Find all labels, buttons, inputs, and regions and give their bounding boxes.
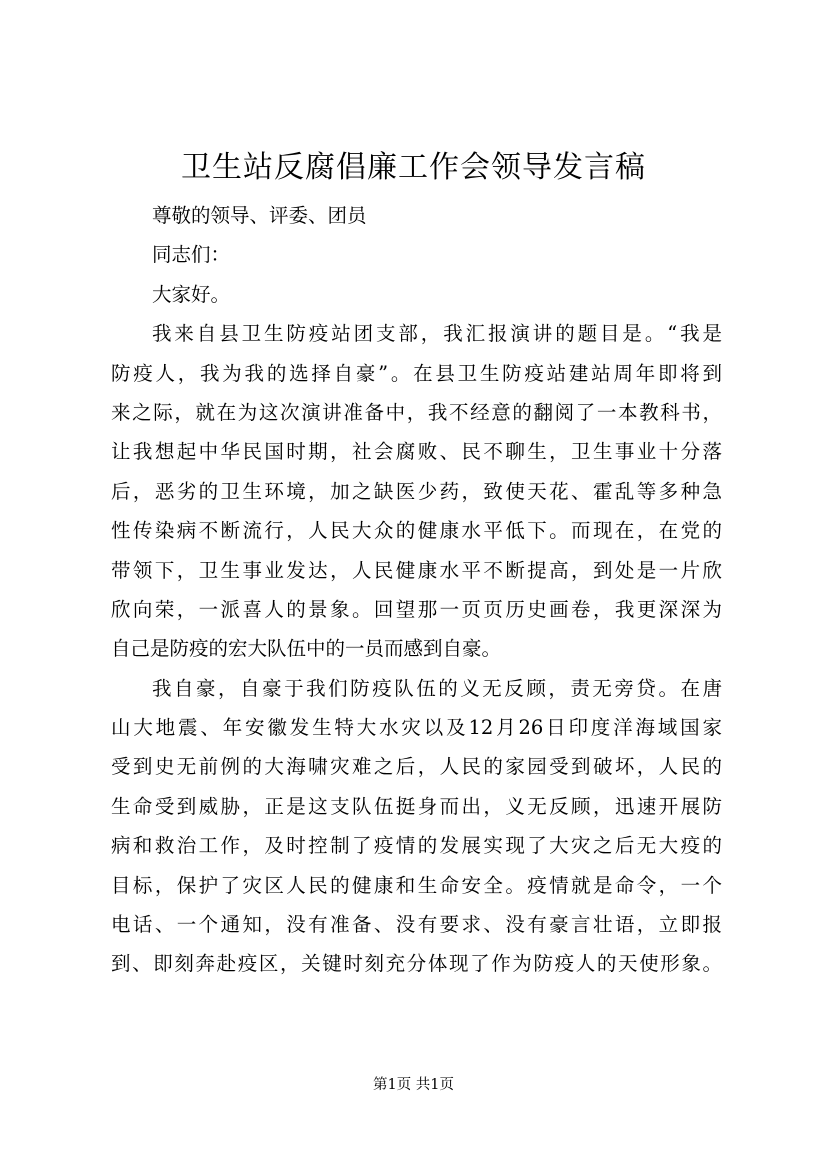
paragraph-line: 让我想起中华民国时期，社会腐败、民不聊生，卫生事业十分落 xyxy=(111,440,722,464)
paragraph-line: 带领下，卫生事业发达，人民健康水平不断提高，到处是一片欣 xyxy=(111,558,722,582)
paragraph-line: 欣向荣，一派喜人的景象。回望那一页页历史画卷，我更深深为 xyxy=(111,597,722,621)
document-title: 卫生站反腐倡廉工作会领导发言稿 xyxy=(181,150,646,185)
document-body xyxy=(111,196,722,984)
paragraph-line: 来之际，就在为这次演讲准备中，我不经意的翻阅了一本教科书， xyxy=(111,400,722,424)
paragraph-line: 生命受到威胁，正是这支队伍挺身而出，义无反顾，迅速开展防 xyxy=(111,794,722,818)
paragraph-line: 病和救治工作，及时控制了疫情的发展实现了大灾之后无大疫的 xyxy=(111,834,722,858)
salutation-line: 同志们： xyxy=(152,243,231,267)
paragraph-line: 后，恶劣的卫生环境，加之缺医少药，致使天花、霍乱等多种急 xyxy=(111,479,722,503)
salutation-line: 尊敬的领导、评委、团员 xyxy=(152,204,367,227)
paragraph-line: 防疫人，我为我的选择自豪”。在县卫生防疫站建站周年即将到 xyxy=(111,361,722,385)
page-footer: 第1页 共1页 xyxy=(372,1077,455,1093)
paragraph-line: 目标，保护了灾区人民的健康和生命安全。疫情就是命令，一个 xyxy=(111,873,722,897)
paragraph-line: 到、即刻奔赴疫区，关键时刻充分体现了作为防疫人的天使形象。 xyxy=(111,952,722,976)
paragraph-line: 自己是防疫的宏大队伍中的一员而感到自豪。 xyxy=(111,637,502,661)
paragraph-line: 我自豪，自豪于我们防疫队伍的义无反顾，责无旁贷。在唐 xyxy=(152,676,722,700)
paragraph-line: 我来自县卫生防疫站团支部，我汇报演讲的题目是。“我是 xyxy=(152,322,722,346)
paragraph-line: 性传染病不断流行，人民大众的健康水平低下。而现在，在党的 xyxy=(111,519,722,543)
paragraph-line: 电话、一个通知，没有准备、没有要求、没有豪言壮语，立即报 xyxy=(111,913,722,937)
greeting-line: 大家好。 xyxy=(152,282,231,306)
paragraph-line: 山大地震、年安徽发生特大水灾以及12月26日印度洋海域国家 xyxy=(111,716,722,740)
paragraph-line: 受到史无前例的大海啸灾难之后，人民的家园受到破坏，人民的 xyxy=(111,755,722,779)
